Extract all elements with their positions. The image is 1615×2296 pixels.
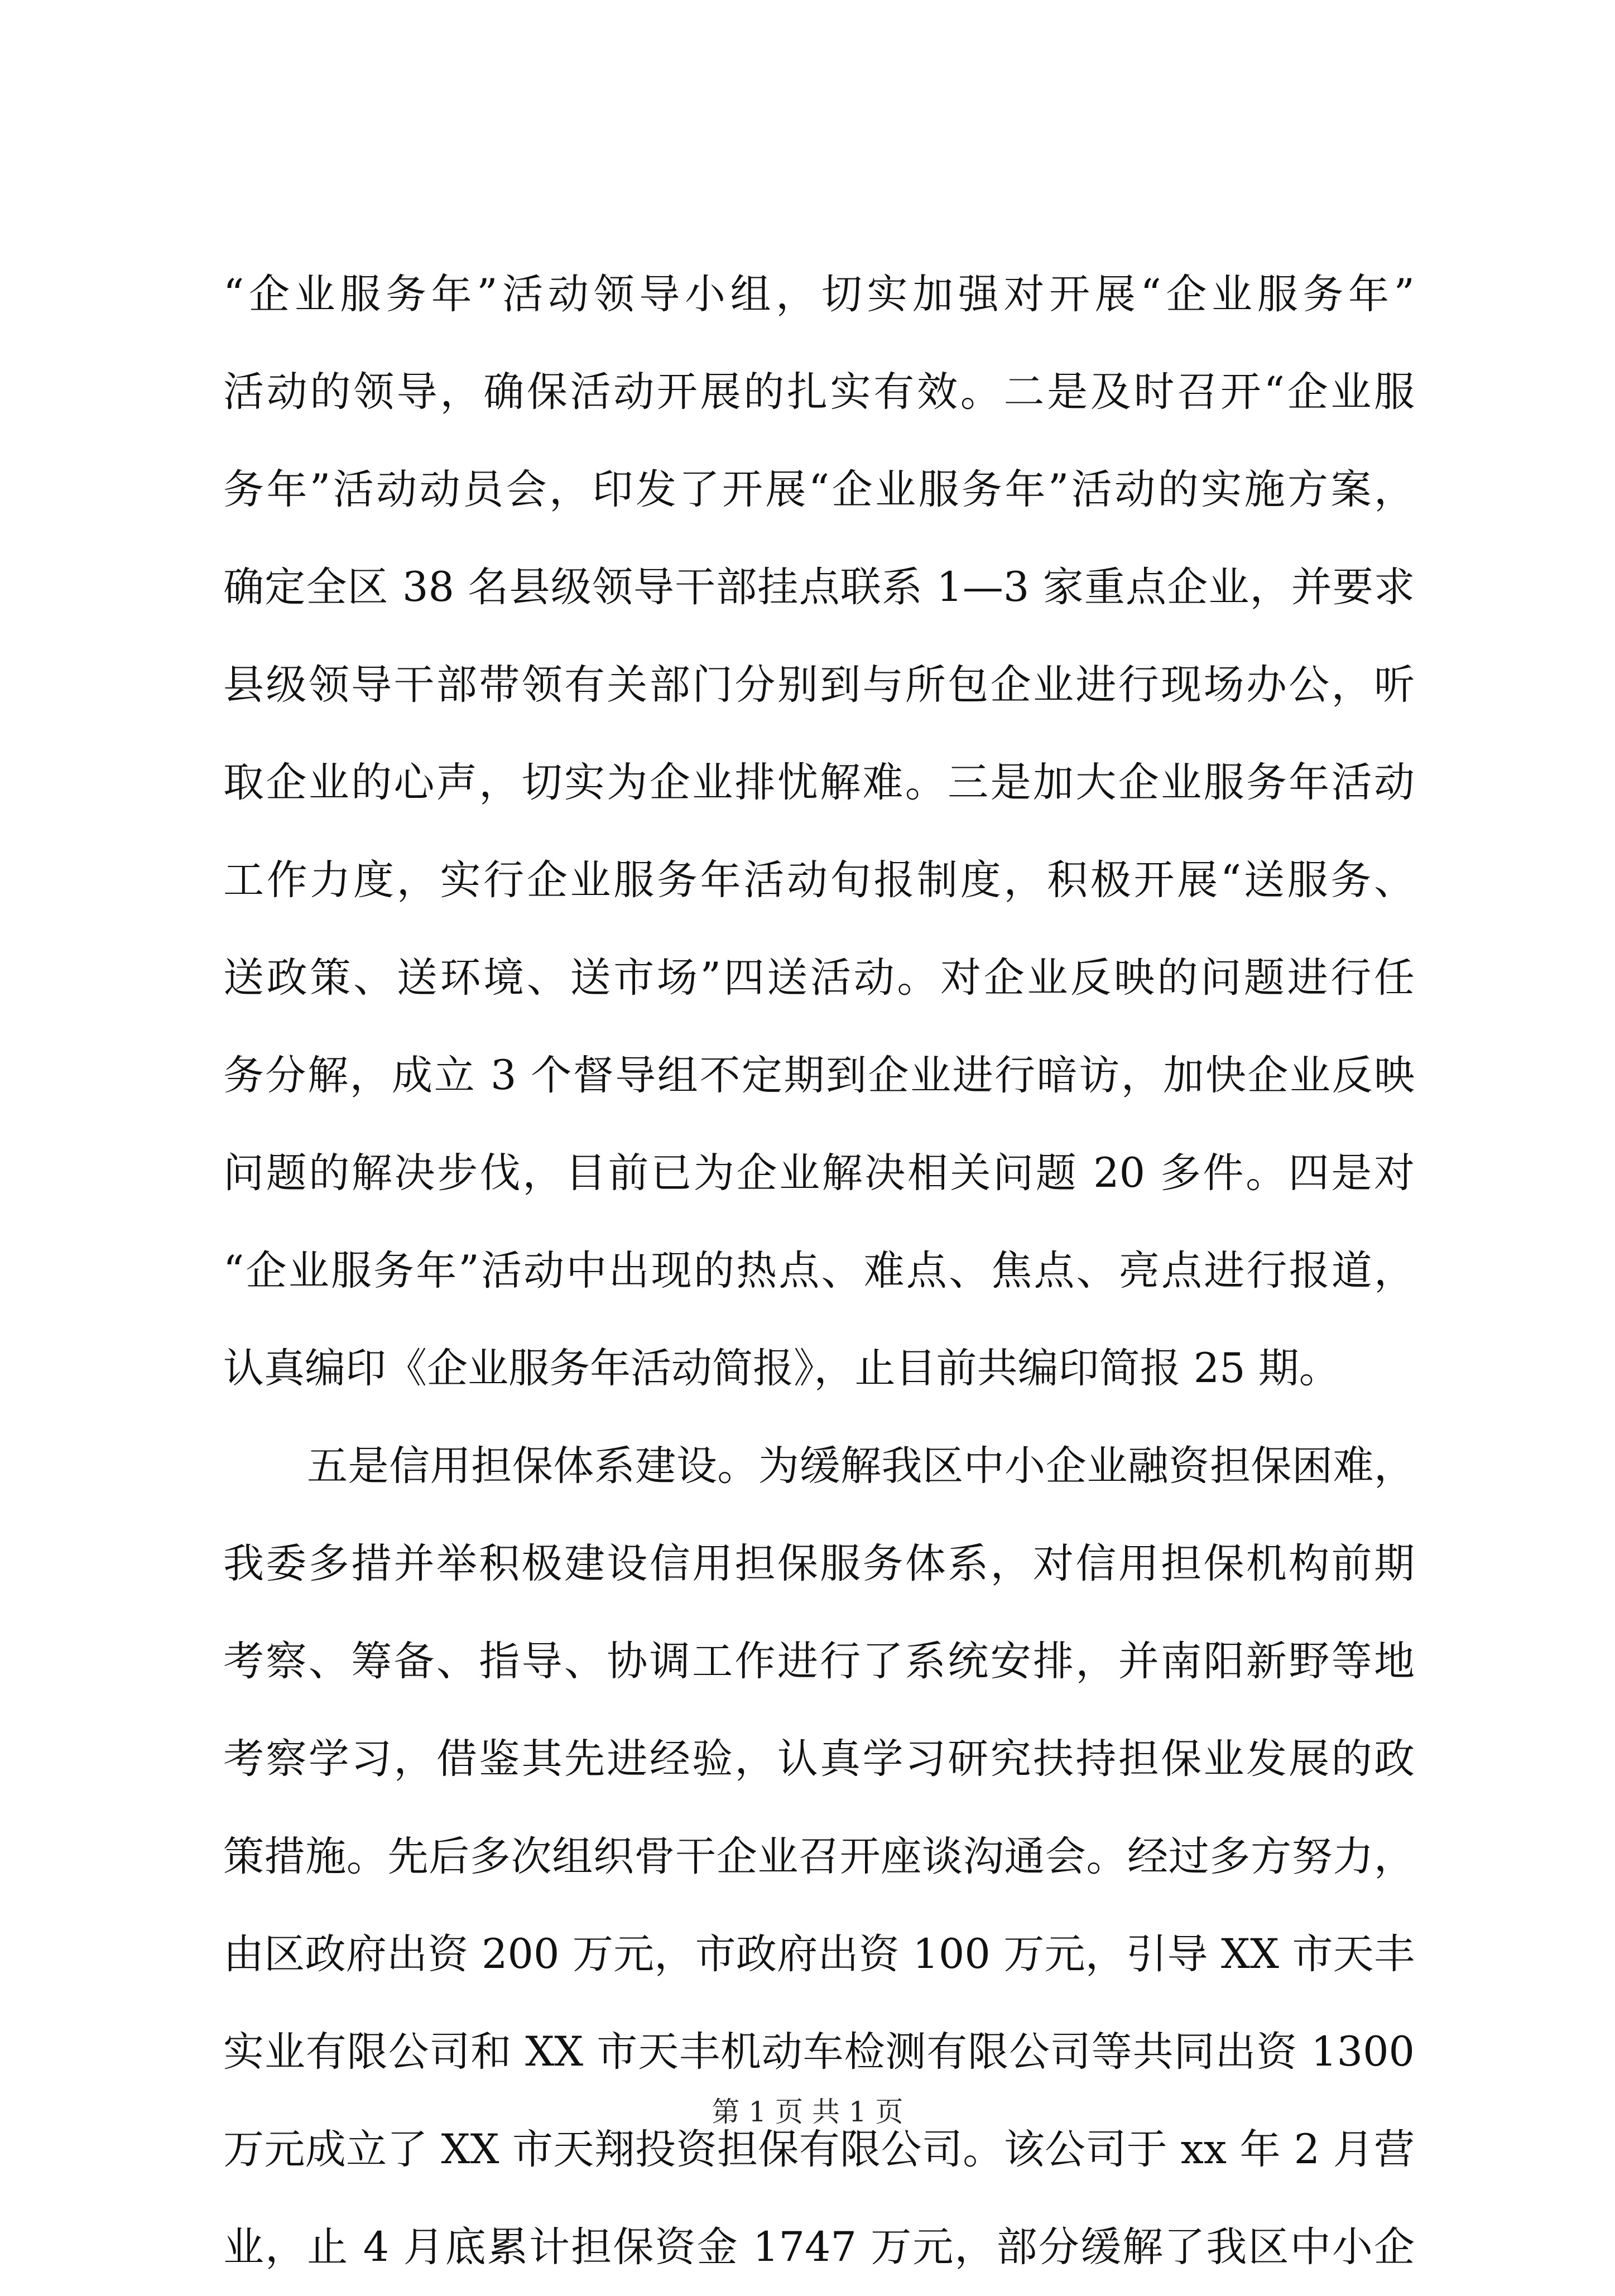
document-body xyxy=(223,246,1415,2296)
text-line: 送政策、送环境、送市场”四送活动。对企业反映的问题进行任 xyxy=(223,954,1415,1002)
text-line: 策措施。先后多次组织骨干企业召开座谈沟通会。经过多方努力， xyxy=(223,1833,1415,1880)
paragraph-1 xyxy=(223,246,1415,1417)
text-line: 县级领导干部带领有关部门分别到与所包企业进行现场办公，听 xyxy=(223,661,1415,709)
text-line: 万元成立了 XX 市天翔投资担保有限公司。该公司于 xx 年 2 月营 xyxy=(223,2126,1415,2173)
text-line: 务分解，成立 3 个督导组不定期到企业进行暗访，加快企业反映 xyxy=(223,1052,1415,1099)
text-line: 确定全区 38 名县级领导干部挂点联系 1—3 家重点企业，并要求 xyxy=(223,564,1415,611)
text-line: 取企业的心声，切实为企业排忧解难。三是加大企业服务年活动 xyxy=(223,759,1415,806)
text-line: “企业服务年”活动中出现的热点、难点、焦点、亮点进行报道， xyxy=(223,1247,1415,1294)
text-line: 业，止 4 月底累计担保资金 1747 万元，部分缓解了我区中小企 xyxy=(223,2223,1415,2271)
text-line: 由区政府出资 200 万元，市政府出资 100 万元，引导 XX 市天丰 xyxy=(223,1931,1415,1978)
page-number-footer: 第 1 页 共 1 页 xyxy=(712,2096,903,2128)
text-line: 我委多措并举积极建设信用担保服务体系，对信用担保机构前期 xyxy=(223,1540,1415,1587)
paragraph-2 xyxy=(223,1417,1415,2296)
text-line: “企业服务年”活动领导小组，切实加强对开展“企业服务年” xyxy=(223,271,1415,318)
text-line: 活动的领导，确保活动开展的扎实有效。二是及时召开“企业服 xyxy=(223,368,1415,416)
text-line: 务年”活动动员会，印发了开展“企业服务年”活动的实施方案， xyxy=(223,466,1415,513)
text-line: 实业有限公司和 XX 市天丰机动车检测有限公司等共同出资 1300 xyxy=(223,2028,1415,2076)
text-line: 五是信用担保体系建设。为缓解我区中小企业融资担保困难， xyxy=(307,1442,1415,1490)
text-line: 工作力度，实行企业服务年活动旬报制度，积极开展“送服务、 xyxy=(223,856,1415,904)
text-line: 考察学习，借鉴其先进经验，认真学习研究扶持担保业发展的政 xyxy=(223,1735,1415,1783)
text-line: 认真编印《企业服务年活动简报》，止目前共编印简报 25 期。 xyxy=(223,1345,1340,1392)
text-line: 考察、筹备、指导、协调工作进行了系统安排，并南阳新野等地 xyxy=(223,1638,1415,1685)
text-line: 问题的解决步伐，目前已为企业解决相关问题 20 多件。四是对 xyxy=(223,1149,1415,1197)
